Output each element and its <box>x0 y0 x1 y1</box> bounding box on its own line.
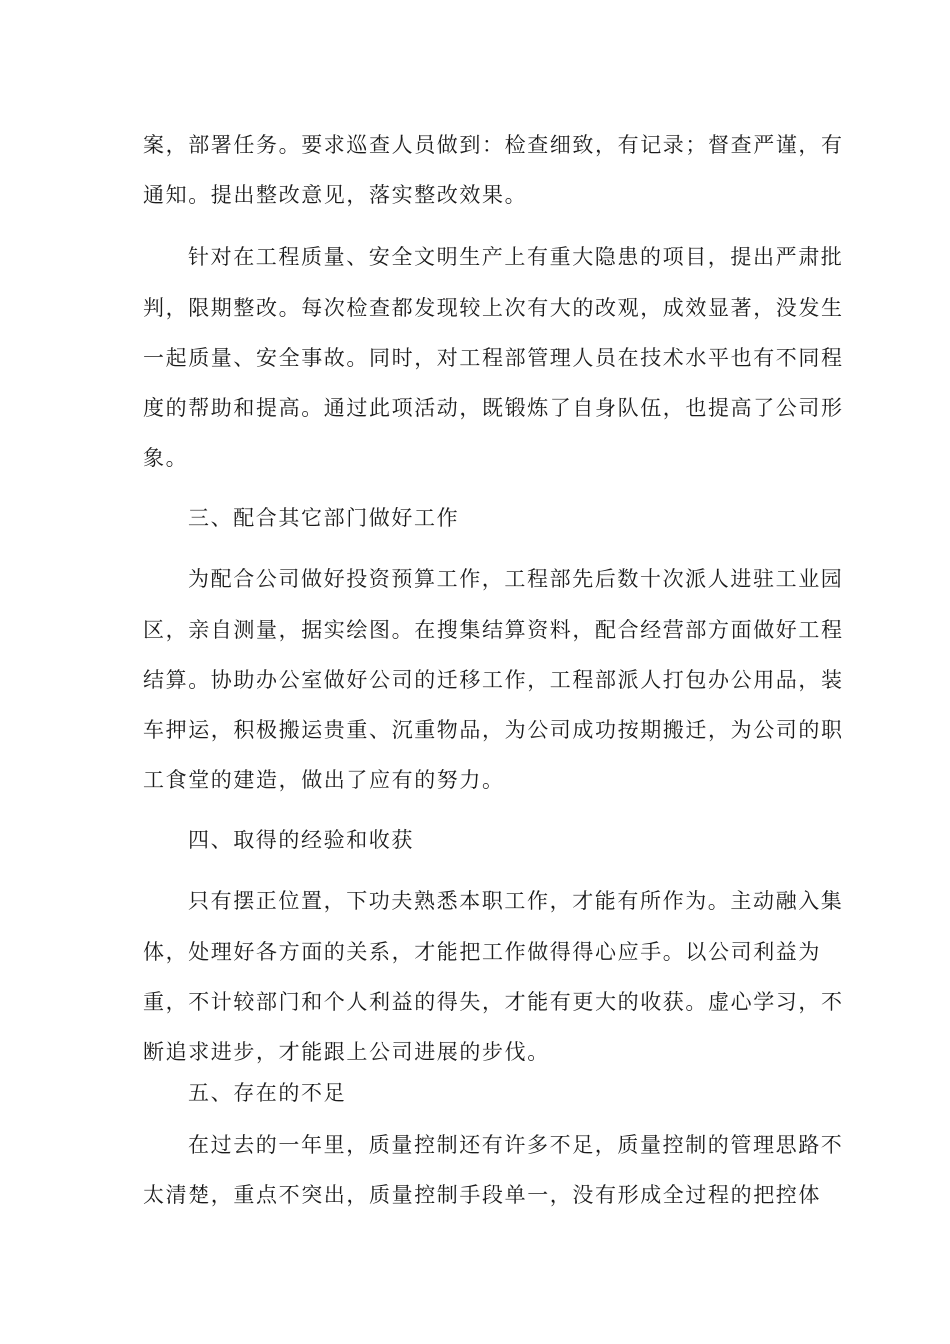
paragraph-3-line-2: 区，亲自测量，据实绘图。在搜集结算资料，配合经营部方面做好工程 <box>143 618 844 642</box>
paragraph-2-line-3: 一起质量、安全事故。同时，对工程部管理人员在技术水平也有不同程 <box>143 346 844 370</box>
paragraph-3-line-1: 为配合公司做好投资预算工作，工程部先后数十次派人进驻工业园 <box>188 567 844 591</box>
paragraph-2-line-5: 象。 <box>143 446 189 470</box>
paragraph-1-line-1: 案，部署任务。要求巡查人员做到：检查细致，有记录；督查严谨，有 <box>143 133 844 157</box>
paragraph-2-line-1: 针对在工程质量、安全文明生产上有重大隐患的项目，提出严肃批 <box>188 245 844 269</box>
paragraph-3-line-3: 结算。协助办公室做好公司的迁移工作，工程部派人打包办公用品，装 <box>143 668 844 692</box>
paragraph-3-line-5: 工食堂的建造，做出了应有的努力。 <box>143 768 505 792</box>
section-heading-3: 三、配合其它部门做好工作 <box>188 506 460 530</box>
paragraph-4-line-1: 只有摆正位置，下功夫熟悉本职工作，才能有所作为。主动融入集 <box>188 889 844 913</box>
paragraph-5-line-1: 在过去的一年里，质量控制还有许多不足，质量控制的管理思路不 <box>188 1133 844 1157</box>
paragraph-4-line-4: 断追求进步，才能跟上公司进展的步伐。 <box>143 1040 550 1064</box>
paragraph-4-line-3: 重，不计较部门和个人利益的得失，才能有更大的收获。虚心学习，不 <box>143 990 844 1014</box>
section-heading-4: 四、取得的经验和收获 <box>188 828 414 852</box>
section-heading-5: 五、存在的不足 <box>188 1081 347 1105</box>
paragraph-4-line-2: 体，处理好各方面的关系，才能把工作做得得心应手。以公司利益为 <box>143 940 821 964</box>
paragraph-2-line-2: 判，限期整改。每次检查都发现较上次有大的改观，成效显著，没发生 <box>143 296 844 320</box>
paragraph-1-line-2: 通知。提出整改意见，落实整改效果。 <box>143 183 528 207</box>
paragraph-2-line-4: 度的帮助和提高。通过此项活动，既锻炼了自身队伍，也提高了公司形 <box>143 396 844 420</box>
paragraph-3-line-4: 车押运，积极搬运贵重、沉重物品，为公司成功按期搬迁，为公司的职 <box>143 718 844 742</box>
paragraph-5-line-2: 太清楚，重点不突出，质量控制手段单一，没有形成全过程的把控体 <box>143 1183 821 1207</box>
